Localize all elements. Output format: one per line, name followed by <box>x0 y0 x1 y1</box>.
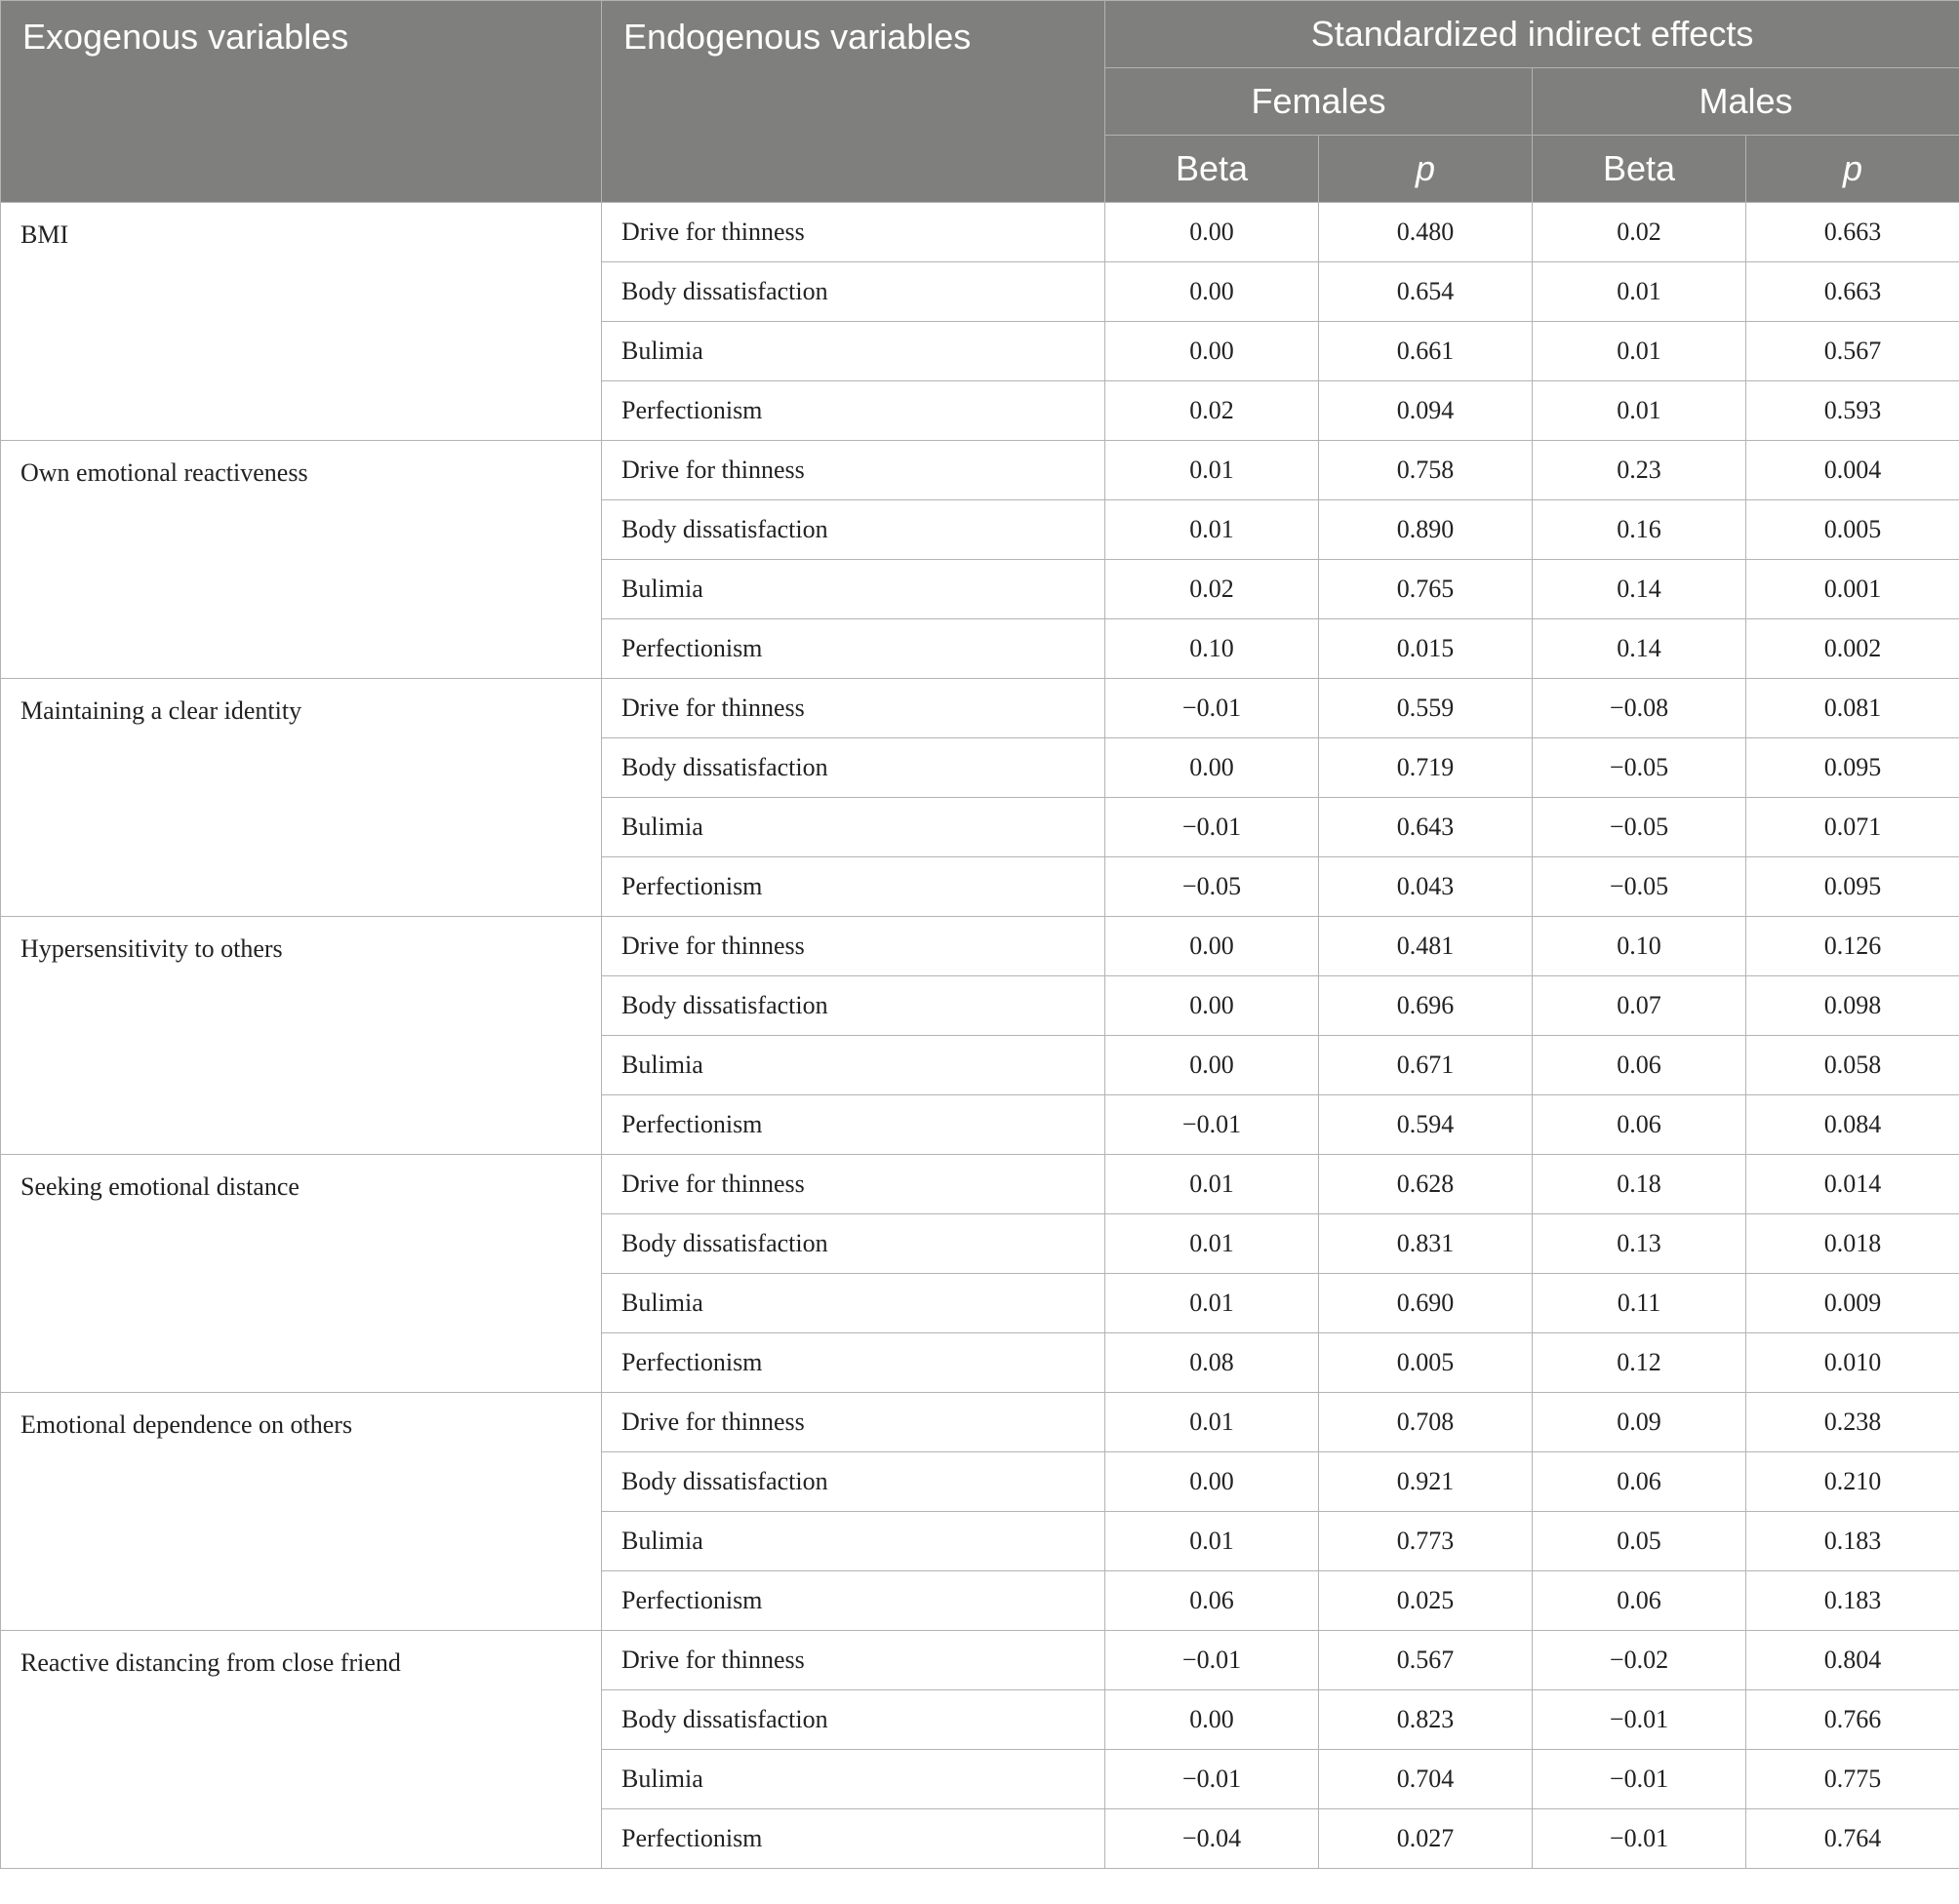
females-p-cell: 0.654 <box>1319 262 1533 322</box>
males-p-cell: 0.766 <box>1746 1690 1959 1750</box>
females-beta-cell: −0.05 <box>1105 857 1319 917</box>
endogenous-variable-cell: Body dissatisfaction <box>602 1452 1105 1512</box>
males-beta-cell: −0.01 <box>1533 1690 1746 1750</box>
females-beta-cell: 0.01 <box>1105 1155 1319 1214</box>
females-p-cell: 0.890 <box>1319 500 1533 560</box>
males-p-cell: 0.183 <box>1746 1571 1959 1631</box>
table-row <box>1 1393 1959 1452</box>
exogenous-variable-cell: BMI <box>1 203 602 441</box>
males-p-cell: 0.002 <box>1746 619 1959 679</box>
endogenous-variable-cell: Drive for thinness <box>602 1393 1105 1452</box>
header-females-beta: Beta <box>1105 136 1319 203</box>
males-beta-cell: 0.10 <box>1533 917 1746 976</box>
table-row <box>1 679 1959 738</box>
females-p-cell: 0.696 <box>1319 976 1533 1036</box>
males-beta-cell: 0.18 <box>1533 1155 1746 1214</box>
males-beta-cell: 0.01 <box>1533 381 1746 441</box>
endogenous-variable-cell: Perfectionism <box>602 1809 1105 1869</box>
males-p-cell: 0.010 <box>1746 1333 1959 1393</box>
males-p-cell: 0.095 <box>1746 857 1959 917</box>
endogenous-variable-cell: Perfectionism <box>602 1571 1105 1631</box>
males-beta-cell: 0.14 <box>1533 560 1746 619</box>
females-p-cell: 0.643 <box>1319 798 1533 857</box>
endogenous-variable-cell: Perfectionism <box>602 619 1105 679</box>
endogenous-variable-cell: Bulimia <box>602 1750 1105 1809</box>
females-p-cell: 0.628 <box>1319 1155 1533 1214</box>
females-beta-cell: 0.01 <box>1105 1512 1319 1571</box>
females-beta-cell: 0.02 <box>1105 560 1319 619</box>
males-beta-cell: 0.23 <box>1533 441 1746 500</box>
females-beta-cell: 0.01 <box>1105 1393 1319 1452</box>
endogenous-variable-cell: Drive for thinness <box>602 679 1105 738</box>
females-p-cell: 0.043 <box>1319 857 1533 917</box>
endogenous-variable-cell: Drive for thinness <box>602 441 1105 500</box>
males-p-cell: 0.183 <box>1746 1512 1959 1571</box>
table-row <box>1 1155 1959 1214</box>
males-p-cell: 0.764 <box>1746 1809 1959 1869</box>
endogenous-variable-cell: Perfectionism <box>602 1095 1105 1155</box>
females-beta-cell: 0.00 <box>1105 917 1319 976</box>
males-p-cell: 0.005 <box>1746 500 1959 560</box>
males-p-cell: 0.663 <box>1746 203 1959 262</box>
females-beta-cell: −0.01 <box>1105 1750 1319 1809</box>
females-p-cell: 0.005 <box>1319 1333 1533 1393</box>
males-p-cell: 0.098 <box>1746 976 1959 1036</box>
females-beta-cell: 0.01 <box>1105 441 1319 500</box>
males-beta-cell: 0.06 <box>1533 1036 1746 1095</box>
females-p-cell: 0.559 <box>1319 679 1533 738</box>
males-p-cell: 0.804 <box>1746 1631 1959 1690</box>
females-beta-cell: 0.01 <box>1105 1274 1319 1333</box>
males-p-cell: 0.018 <box>1746 1214 1959 1274</box>
males-p-cell: 0.014 <box>1746 1155 1959 1214</box>
females-beta-cell: 0.10 <box>1105 619 1319 679</box>
males-beta-cell: 0.13 <box>1533 1214 1746 1274</box>
females-p-cell: 0.567 <box>1319 1631 1533 1690</box>
females-p-cell: 0.704 <box>1319 1750 1533 1809</box>
males-beta-cell: 0.12 <box>1533 1333 1746 1393</box>
males-beta-cell: 0.02 <box>1533 203 1746 262</box>
females-beta-cell: −0.01 <box>1105 1095 1319 1155</box>
females-beta-cell: 0.00 <box>1105 976 1319 1036</box>
exogenous-variable-cell: Own emotional reactiveness <box>1 441 602 679</box>
females-beta-cell: 0.00 <box>1105 1036 1319 1095</box>
endogenous-variable-cell: Drive for thinness <box>602 203 1105 262</box>
females-p-cell: 0.094 <box>1319 381 1533 441</box>
endogenous-variable-cell: Body dissatisfaction <box>602 738 1105 798</box>
endogenous-variable-cell: Body dissatisfaction <box>602 500 1105 560</box>
females-beta-cell: 0.08 <box>1105 1333 1319 1393</box>
males-beta-cell: 0.09 <box>1533 1393 1746 1452</box>
females-p-cell: 0.773 <box>1319 1512 1533 1571</box>
header-females: Females <box>1105 68 1533 136</box>
males-p-cell: 0.775 <box>1746 1750 1959 1809</box>
males-p-cell: 0.593 <box>1746 381 1959 441</box>
header-endogenous: Endogenous variables <box>602 1 1105 203</box>
endogenous-variable-cell: Drive for thinness <box>602 1631 1105 1690</box>
endogenous-variable-cell: Body dissatisfaction <box>602 262 1105 322</box>
males-p-cell: 0.001 <box>1746 560 1959 619</box>
females-beta-cell: 0.06 <box>1105 1571 1319 1631</box>
males-p-cell: 0.004 <box>1746 441 1959 500</box>
males-beta-cell: 0.11 <box>1533 1274 1746 1333</box>
table-row <box>1 917 1959 976</box>
females-beta-cell: −0.04 <box>1105 1809 1319 1869</box>
males-beta-cell: −0.05 <box>1533 738 1746 798</box>
header-males-p: p <box>1746 136 1959 203</box>
endogenous-variable-cell: Body dissatisfaction <box>602 1690 1105 1750</box>
exogenous-variable-cell: Hypersensitivity to others <box>1 917 602 1155</box>
males-beta-cell: −0.01 <box>1533 1809 1746 1869</box>
females-p-cell: 0.690 <box>1319 1274 1533 1333</box>
females-p-cell: 0.025 <box>1319 1571 1533 1631</box>
endogenous-variable-cell: Bulimia <box>602 1274 1105 1333</box>
females-p-cell: 0.831 <box>1319 1214 1533 1274</box>
males-p-cell: 0.095 <box>1746 738 1959 798</box>
males-p-cell: 0.126 <box>1746 917 1959 976</box>
endogenous-variable-cell: Perfectionism <box>602 1333 1105 1393</box>
exogenous-variable-cell: Seeking emotional distance <box>1 1155 602 1393</box>
males-p-cell: 0.071 <box>1746 798 1959 857</box>
females-beta-cell: −0.01 <box>1105 1631 1319 1690</box>
males-beta-cell: 0.05 <box>1533 1512 1746 1571</box>
males-p-cell: 0.238 <box>1746 1393 1959 1452</box>
females-p-cell: 0.823 <box>1319 1690 1533 1750</box>
females-beta-cell: 0.01 <box>1105 1214 1319 1274</box>
males-beta-cell: 0.16 <box>1533 500 1746 560</box>
females-beta-cell: 0.00 <box>1105 203 1319 262</box>
females-p-cell: 0.481 <box>1319 917 1533 976</box>
females-beta-cell: 0.02 <box>1105 381 1319 441</box>
exogenous-variable-cell: Reactive distancing from close friend <box>1 1631 602 1869</box>
males-beta-cell: −0.08 <box>1533 679 1746 738</box>
males-beta-cell: 0.06 <box>1533 1571 1746 1631</box>
females-p-cell: 0.480 <box>1319 203 1533 262</box>
males-beta-cell: 0.01 <box>1533 322 1746 381</box>
endogenous-variable-cell: Body dissatisfaction <box>602 1214 1105 1274</box>
females-p-cell: 0.719 <box>1319 738 1533 798</box>
endogenous-variable-cell: Bulimia <box>602 560 1105 619</box>
endogenous-variable-cell: Perfectionism <box>602 381 1105 441</box>
table-row <box>1 441 1959 500</box>
females-beta-cell: −0.01 <box>1105 798 1319 857</box>
males-beta-cell: 0.06 <box>1533 1095 1746 1155</box>
females-p-cell: 0.708 <box>1319 1393 1533 1452</box>
table-row <box>1 203 1959 262</box>
endogenous-variable-cell: Bulimia <box>602 798 1105 857</box>
males-beta-cell: 0.01 <box>1533 262 1746 322</box>
males-p-cell: 0.210 <box>1746 1452 1959 1512</box>
header-females-p: p <box>1319 136 1533 203</box>
males-p-cell: 0.567 <box>1746 322 1959 381</box>
endogenous-variable-cell: Bulimia <box>602 1036 1105 1095</box>
males-beta-cell: −0.05 <box>1533 798 1746 857</box>
males-beta-cell: 0.07 <box>1533 976 1746 1036</box>
endogenous-variable-cell: Bulimia <box>602 1512 1105 1571</box>
males-beta-cell: −0.02 <box>1533 1631 1746 1690</box>
endogenous-variable-cell: Drive for thinness <box>602 1155 1105 1214</box>
females-p-cell: 0.015 <box>1319 619 1533 679</box>
header-effects: Standardized indirect effects <box>1105 1 1959 68</box>
table-header <box>1 1 1959 203</box>
females-beta-cell: 0.00 <box>1105 1452 1319 1512</box>
header-males-beta: Beta <box>1533 136 1746 203</box>
table-body <box>1 203 1959 1869</box>
females-p-cell: 0.921 <box>1319 1452 1533 1512</box>
header-males: Males <box>1533 68 1959 136</box>
exogenous-variable-cell: Maintaining a clear identity <box>1 679 602 917</box>
females-beta-cell: 0.00 <box>1105 1690 1319 1750</box>
females-beta-cell: 0.00 <box>1105 262 1319 322</box>
males-beta-cell: 0.14 <box>1533 619 1746 679</box>
males-p-cell: 0.084 <box>1746 1095 1959 1155</box>
endogenous-variable-cell: Bulimia <box>602 322 1105 381</box>
females-p-cell: 0.027 <box>1319 1809 1533 1869</box>
females-beta-cell: 0.01 <box>1105 500 1319 560</box>
females-beta-cell: −0.01 <box>1105 679 1319 738</box>
males-p-cell: 0.009 <box>1746 1274 1959 1333</box>
females-beta-cell: 0.00 <box>1105 738 1319 798</box>
endogenous-variable-cell: Drive for thinness <box>602 917 1105 976</box>
females-beta-cell: 0.00 <box>1105 322 1319 381</box>
table-row <box>1 1631 1959 1690</box>
males-p-cell: 0.663 <box>1746 262 1959 322</box>
header-exogenous: Exogenous variables <box>1 1 602 203</box>
males-beta-cell: −0.01 <box>1533 1750 1746 1809</box>
females-p-cell: 0.765 <box>1319 560 1533 619</box>
exogenous-variable-cell: Emotional dependence on others <box>1 1393 602 1631</box>
males-beta-cell: 0.06 <box>1533 1452 1746 1512</box>
males-beta-cell: −0.05 <box>1533 857 1746 917</box>
males-p-cell: 0.081 <box>1746 679 1959 738</box>
endogenous-variable-cell: Body dissatisfaction <box>602 976 1105 1036</box>
females-p-cell: 0.758 <box>1319 441 1533 500</box>
females-p-cell: 0.671 <box>1319 1036 1533 1095</box>
females-p-cell: 0.594 <box>1319 1095 1533 1155</box>
females-p-cell: 0.661 <box>1319 322 1533 381</box>
males-p-cell: 0.058 <box>1746 1036 1959 1095</box>
endogenous-variable-cell: Perfectionism <box>602 857 1105 917</box>
